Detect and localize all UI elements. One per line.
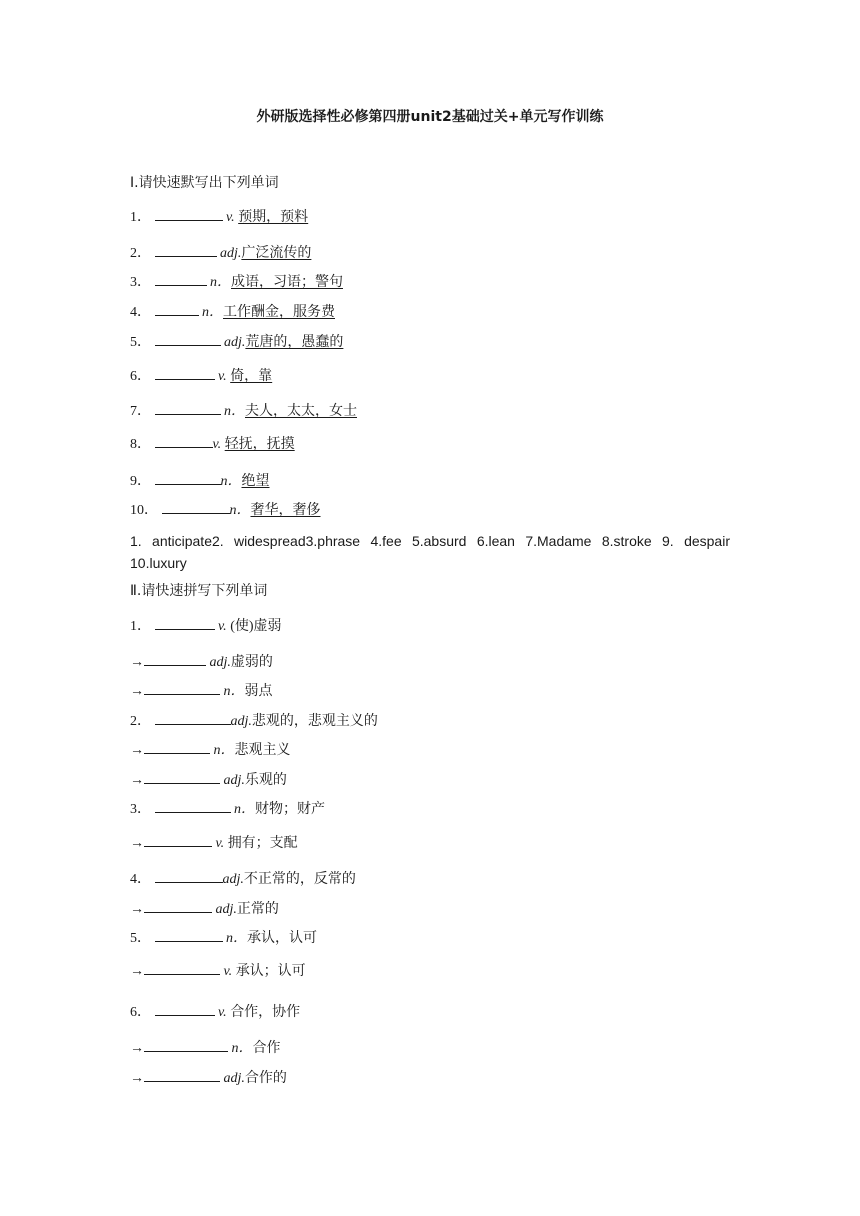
answer-blank[interactable] [155,366,215,380]
item-number: 2． [130,246,151,261]
word-meaning: 绝望 [241,474,270,489]
part-of-speech: adj. [224,335,246,350]
arrow-icon: → [130,964,144,979]
item-number: 1． [130,210,151,225]
s1-item-4 [130,302,335,322]
word-meaning: 悲观主义 [234,743,291,758]
arrow-icon: → [130,902,144,917]
word-meaning: 不正常的，反常的 [243,872,356,887]
word-meaning: 合作，协作 [230,1005,301,1020]
item-number: 2． [130,714,151,729]
answer-blank[interactable] [144,740,210,754]
s1-item-8 [130,434,295,454]
item-number: 6． [130,369,151,384]
answer-token: 7.Madame [525,533,592,549]
s2-item-3 [130,799,325,819]
arrow-icon: → [130,836,144,851]
answer-blank[interactable] [155,302,199,316]
word-meaning: 工作酬金，服务费 [223,305,335,320]
arrow-icon: → [130,655,144,670]
s2-item-2 [130,711,378,731]
item-number: 1． [130,619,151,634]
part-of-speech: adj. [220,246,242,261]
answer-token: anticipate2. [152,533,224,549]
s2-item-4 [130,869,356,889]
part-of-speech: v. [218,369,227,384]
answer-blank[interactable] [144,652,206,666]
item-number: 6． [130,1005,151,1020]
answer-token: 6.lean [476,533,515,549]
arrow-icon: → [130,684,144,699]
word-meaning: 合作的 [244,1071,287,1086]
answer-key-line-2: 10.luxury [130,555,187,571]
part-of-speech: v. [212,437,222,452]
item-number: 3． [130,802,151,817]
part-of-speech: v. [223,964,233,979]
word-meaning: 乐观的 [244,773,287,788]
s2-item-5 [130,928,317,948]
s2-item-1a [130,652,273,672]
part-of-speech: v. [218,1005,227,1020]
part-of-speech: adj. [215,902,237,917]
answer-blank[interactable] [155,243,217,257]
item-number: 8． [130,437,151,452]
s2-item-2b [130,770,287,790]
answer-blank[interactable] [155,928,223,942]
item-number: 9． [130,474,151,489]
word-meaning: 合作 [252,1041,281,1056]
item-number: 5． [130,335,151,350]
answer-blank[interactable] [155,711,231,725]
item-number: 5． [130,931,151,946]
answer-blank[interactable] [144,1038,228,1052]
word-meaning: 夫人，太太，女士 [245,404,357,419]
answer-blank[interactable] [155,471,221,485]
word-meaning: 奢华，奢侈 [250,503,321,518]
answer-blank[interactable] [155,401,221,415]
part-of-speech: n． [226,931,247,946]
s1-item-1 [130,207,308,227]
answer-blank[interactable] [144,899,212,913]
part-of-speech: n． [229,503,251,518]
word-meaning: 承认；认可 [235,964,306,979]
s1-item-5 [130,332,343,352]
arrow-icon: → [130,1071,144,1086]
answer-token: 4.fee [370,533,402,549]
item-number: 4． [130,305,151,320]
answer-blank[interactable] [144,961,220,975]
word-meaning: 正常的 [236,902,279,917]
part-of-speech: n． [210,275,231,290]
s1-item-10 [130,500,321,520]
answer-token: 9. [662,533,674,549]
answer-blank[interactable] [155,207,223,221]
part-of-speech: n． [220,474,242,489]
arrow-icon: → [130,1041,144,1056]
part-of-speech: v. [215,836,225,851]
s2-item-3a [130,833,298,853]
document-title: 外研版选择性必修第四册unit2基础过关+单元写作训练 [256,109,604,125]
arrow-icon: → [130,743,144,758]
part-of-speech: v. [226,210,235,225]
item-number: 7． [130,404,151,419]
s2-item-1 [130,616,282,636]
part-of-speech: n． [234,802,255,817]
answer-blank[interactable] [155,1002,215,1016]
answer-key [130,528,730,572]
answer-blank[interactable] [144,681,220,695]
answer-blank[interactable] [144,1068,220,1082]
word-meaning: 广泛流传的 [241,246,312,261]
answer-blank[interactable] [144,770,220,784]
word-meaning: (使)虚弱 [230,619,282,634]
s2-item-6a [130,1038,281,1058]
word-meaning: 倚，靠 [230,369,273,384]
answer-token: despair [684,533,730,549]
s2-item-5a [130,961,306,981]
part-of-speech: adj. [223,1071,245,1086]
answer-blank[interactable] [144,833,212,847]
word-meaning: 荒唐的，愚蠢的 [245,335,344,350]
s1-item-6 [130,366,272,386]
answer-token: 8.stroke [601,533,652,549]
s1-item-3 [130,272,343,292]
answer-key-line-1 [130,528,730,554]
answer-blank[interactable] [155,434,213,448]
s1-item-7 [130,401,357,421]
word-meaning: 成语，习语；警句 [231,275,343,290]
word-meaning: 拥有；支配 [227,836,298,851]
answer-token: 5.absurd [411,533,467,549]
part-of-speech: adj. [222,872,244,887]
word-meaning: 预期，预料 [238,210,309,225]
answer-blank[interactable] [155,799,231,813]
answer-blank[interactable] [162,500,230,514]
s1-item-9 [130,471,270,491]
section1-heading: Ⅰ.请快速默写出下列单词 [130,175,279,191]
section2-heading: Ⅱ.请快速拼写下列单词 [130,583,268,599]
part-of-speech: n． [213,743,235,758]
word-meaning: 财物；财产 [255,802,325,817]
part-of-speech: adj. [230,714,252,729]
part-of-speech: v. [218,619,227,634]
word-meaning: 轻抚，抚摸 [224,437,295,452]
s2-item-2a [130,740,291,760]
answer-blank[interactable] [155,272,207,286]
answer-blank[interactable] [155,332,221,346]
s2-item-6 [130,1002,300,1022]
word-meaning: 悲观的，悲观主义的 [251,714,378,729]
answer-token: widespread3.phrase [234,533,361,549]
s2-item-6b [130,1068,287,1088]
s1-item-2 [130,243,311,263]
part-of-speech: n． [224,404,245,419]
word-meaning: 承认，认可 [247,931,317,946]
part-of-speech: n． [223,684,245,699]
part-of-speech: adj. [223,773,245,788]
answer-blank[interactable] [155,869,223,883]
word-meaning: 弱点 [244,684,273,699]
item-number: 10． [130,503,158,518]
item-number: 4． [130,872,151,887]
s2-item-4a [130,899,279,919]
part-of-speech: n． [202,305,223,320]
answer-token: 1. [130,533,142,549]
s2-item-1b [130,681,273,701]
arrow-icon: → [130,773,144,788]
part-of-speech: adj. [209,655,231,670]
part-of-speech: n． [231,1041,253,1056]
answer-blank[interactable] [155,616,215,630]
item-number: 3． [130,275,151,290]
word-meaning: 虚弱的 [230,655,273,670]
